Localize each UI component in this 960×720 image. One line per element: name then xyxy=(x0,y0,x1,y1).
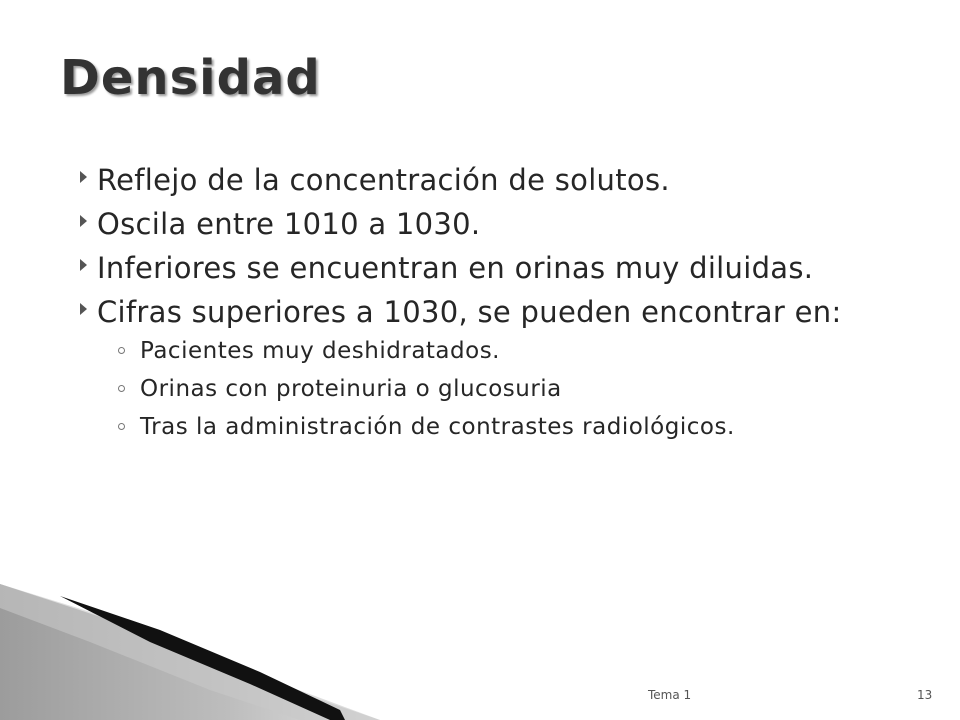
triangle-bullet-icon xyxy=(80,259,87,271)
triangle-bullet-icon xyxy=(80,215,87,227)
triangle-bullet-icon xyxy=(80,171,87,183)
triangle-bullet-icon xyxy=(80,303,87,315)
sub-bullet-item xyxy=(97,334,900,368)
bullet-item xyxy=(80,162,900,198)
sub-bullet-text: Orinas con proteinuria o glucosuria xyxy=(140,376,562,402)
circle-bullet-icon xyxy=(118,385,125,392)
bullet-text: Oscila entre 1010 a 1030. xyxy=(97,207,481,241)
sub-bullet-item xyxy=(97,372,900,406)
bullet-list xyxy=(80,162,900,452)
page-number: 13 xyxy=(917,688,933,702)
sub-bullet-text: Pacientes muy deshidratados. xyxy=(140,338,500,364)
bullet-item xyxy=(80,206,900,242)
bullet-text: Inferiores se encuentran en orinas muy diluidas. xyxy=(97,251,814,285)
bullet-item xyxy=(80,250,900,286)
bullet-text: Reflejo de la concentración de solutos. xyxy=(97,163,670,197)
sub-bullet-text: Tras la administración de contrastes radiológicos. xyxy=(140,414,735,440)
bullet-item xyxy=(80,294,900,444)
sub-bullet-list xyxy=(97,334,900,444)
sub-bullet-item xyxy=(97,410,900,444)
slide-title: Densidad xyxy=(60,50,321,106)
footer-label: Tema 1 xyxy=(648,688,692,702)
bullet-text: Cifras superiores a 1030, se pueden encontrar en: xyxy=(97,295,842,329)
decorative-swoosh xyxy=(0,580,400,720)
circle-bullet-icon xyxy=(118,347,125,354)
circle-bullet-icon xyxy=(118,423,125,430)
